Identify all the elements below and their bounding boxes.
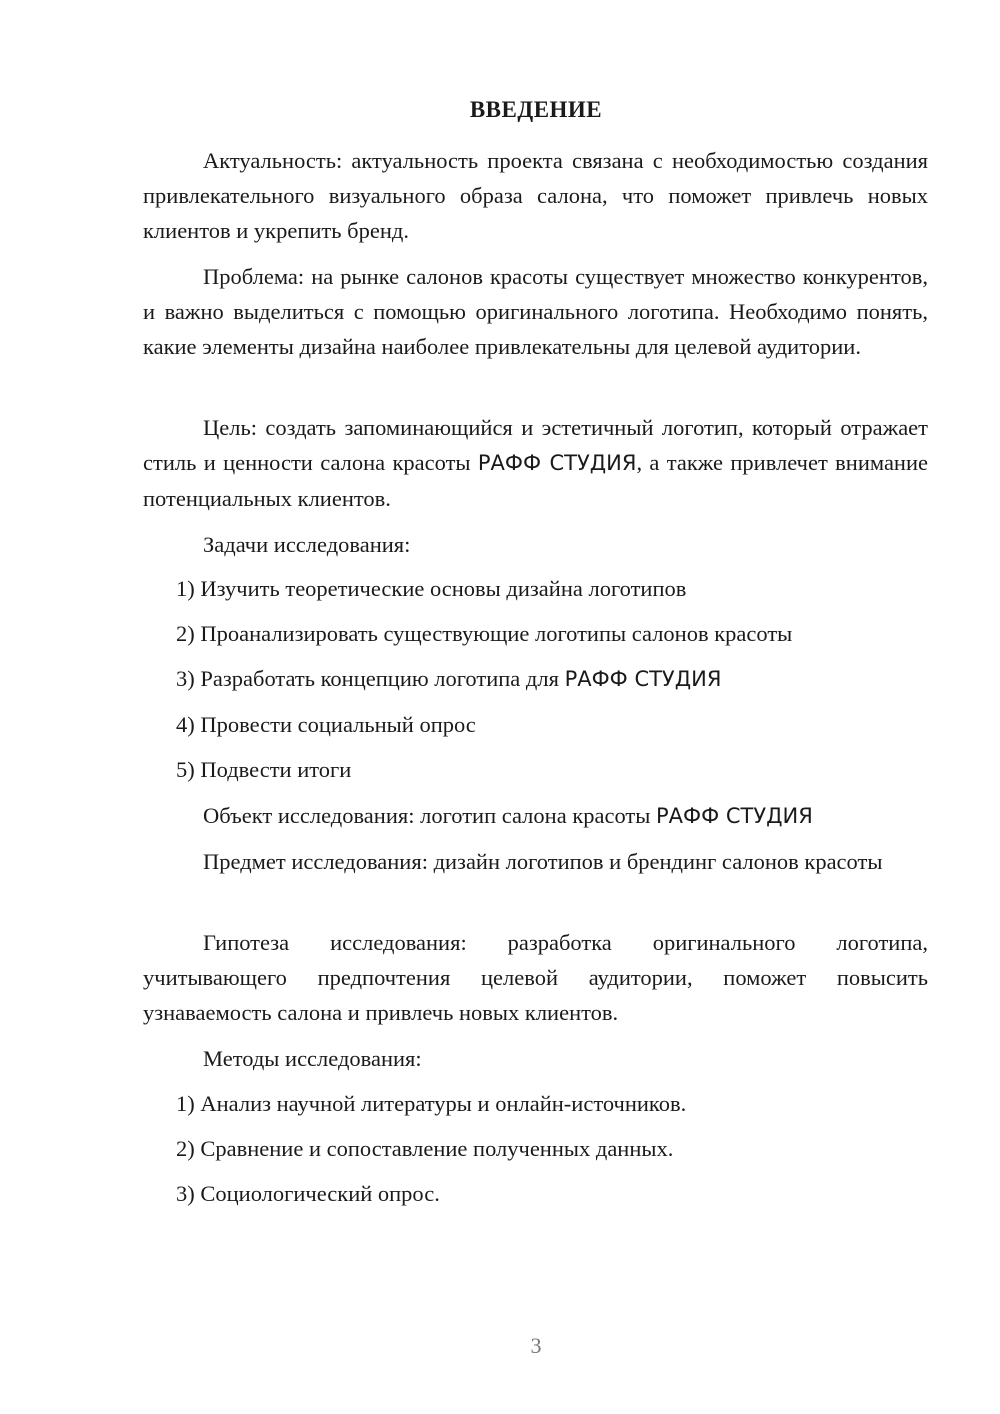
brand-name: РАФФ СТУДИЯ	[656, 804, 813, 828]
subject-paragraph: Предмет исследования: дизайн логотипов и брендинг салонов красоты	[203, 849, 883, 874]
tasks-heading: Задачи исследования:	[203, 532, 411, 557]
relevance-paragraph: Актуальность: актуальность проекта связана с необходимостью создания привлекательного визуального образа салона, что поможет привлечь новых клиентов и укрепить бренд.	[143, 148, 928, 243]
method-item: 3) Социологический опрос.	[176, 1181, 440, 1206]
task-item: 3) Разработать концепцию логотипа для РАФФ СТУДИЯ	[176, 666, 722, 691]
task-item: 1) Изучить теоретические основы дизайна логотипов	[176, 576, 687, 601]
methods-heading: Методы исследования:	[203, 1046, 422, 1071]
goal-paragraph: Цель: создать запоминающийся и эстетичный логотип, который отражает стиль и ценности салона красоты РАФФ СТУДИЯ, а также привлечет внимание потенциальных клиентов.	[143, 415, 928, 511]
hypothesis-paragraph: Гипотеза исследования: разработка оригинального логотипа, учитывающего предпочтения целевой аудитории, поможет повысить узнаваемость салона и привлечь новых клиентов.	[143, 930, 928, 1025]
problem-paragraph: Проблема: на рынке салонов красоты существует множество конкурентов, и важно выделиться с помощью оригинального логотипа. Необходимо понять, какие элементы дизайна наиболее привлекательны для целевой аудитории.	[143, 264, 928, 359]
object-line: Объект исследования: логотип салона красоты РАФФ СТУДИЯ	[203, 803, 813, 828]
brand-name: РАФФ СТУДИЯ	[477, 451, 637, 475]
page-number: 3	[530, 1333, 542, 1358]
task-item: 4) Провести социальный опрос	[176, 712, 476, 737]
task-item: 2) Проанализировать существующие логотипы салонов красоты	[176, 621, 793, 646]
brand-name: РАФФ СТУДИЯ	[564, 667, 722, 691]
method-item: 2) Сравнение и сопоставление полученных данных.	[176, 1136, 674, 1161]
page-title: ВВЕДЕНИЕ	[469, 97, 603, 122]
method-item: 1) Анализ научной литературы и онлайн-источников.	[176, 1091, 687, 1116]
task-item: 5) Подвести итоги	[176, 757, 352, 782]
